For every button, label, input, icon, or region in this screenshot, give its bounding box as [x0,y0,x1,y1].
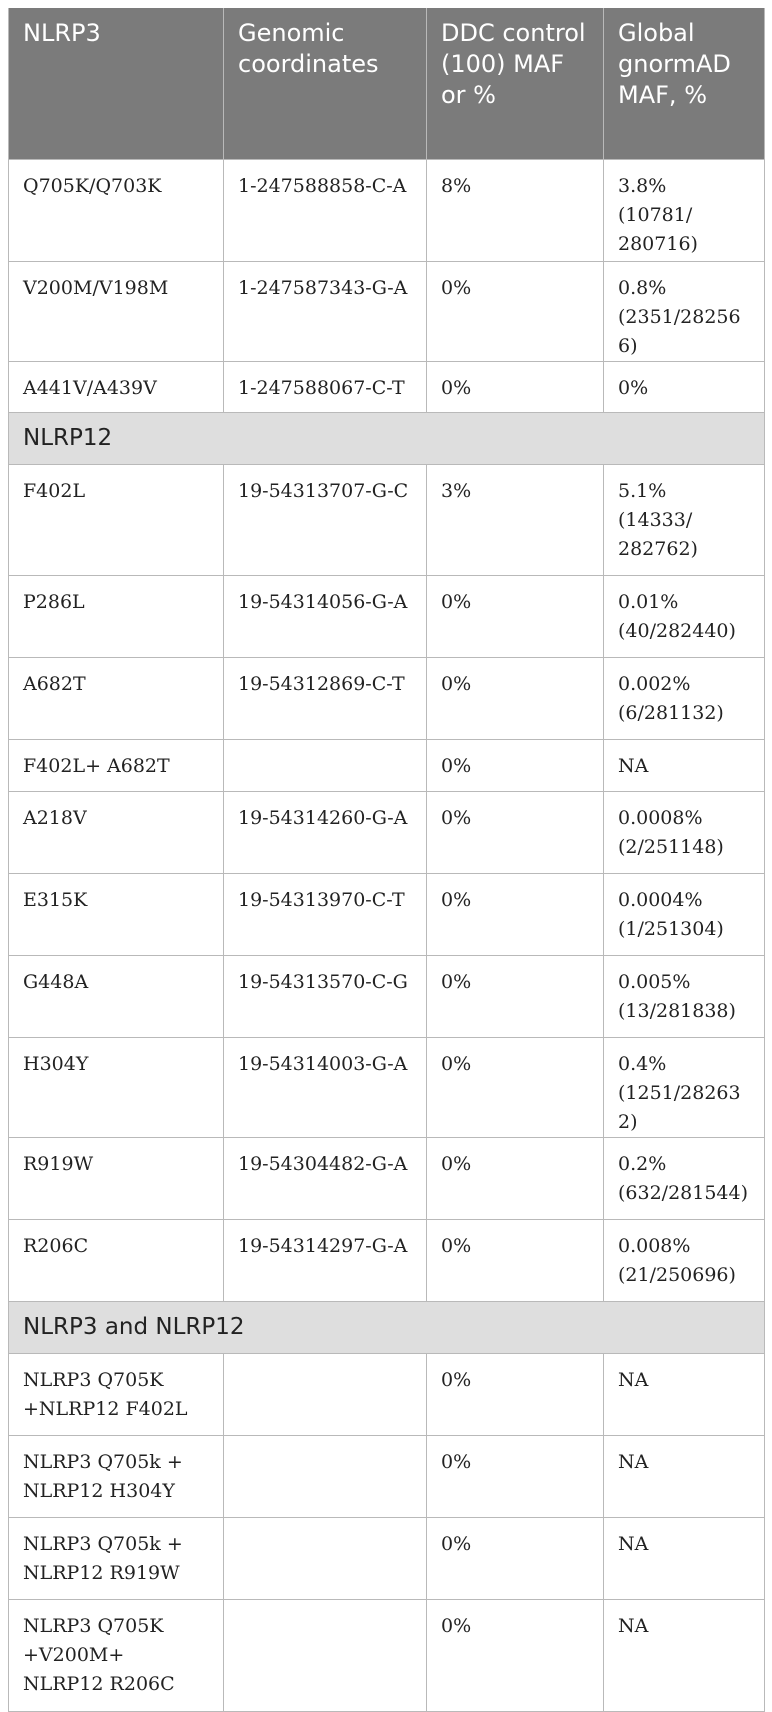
gnomad-cell: NA [604,1435,765,1517]
table-row [9,159,765,261]
ddc-cell: 0% [427,657,604,739]
table-row [9,1037,765,1137]
coords-cell: 19-54314003-G-A [224,1037,427,1137]
ddc-cell: 0% [427,575,604,657]
table-row [9,1353,765,1435]
variant-cell: NLRP3 Q705K +V200M+ NLRP12 R206C [9,1599,224,1711]
header-nlrp3: NLRP3 [9,8,224,159]
variant-cell: H304Y [9,1037,224,1137]
ddc-cell: 0% [427,361,604,412]
section-title: NLRP12 [9,412,765,464]
ddc-cell: 0% [427,1353,604,1435]
variant-cell: R919W [9,1137,224,1219]
coords-cell: 19-54314297-G-A [224,1219,427,1301]
ddc-cell: 0% [427,791,604,873]
coords-cell: 19-54313707-G-C [224,464,427,575]
ddc-cell: 0% [427,1037,604,1137]
ddc-cell: 0% [427,1435,604,1517]
table-row [9,1599,765,1711]
ddc-cell: 0% [427,1517,604,1599]
coords-cell [224,1435,427,1517]
variant-cell: G448A [9,955,224,1037]
coords-cell: 19-54304482-G-A [224,1137,427,1219]
ddc-cell: 0% [427,261,604,361]
table-header [9,8,765,159]
coords-cell: 19-54314260-G-A [224,791,427,873]
ddc-cell: 0% [427,1219,604,1301]
ddc-cell: 0% [427,873,604,955]
header-row [9,8,765,159]
gnomad-cell: 0.008% (21/250696) [604,1219,765,1301]
table-row [9,657,765,739]
ddc-cell: 0% [427,1137,604,1219]
table-row [9,873,765,955]
gnomad-cell: NA [604,739,765,791]
table-row [9,464,765,575]
variant-cell: F402L [9,464,224,575]
ddc-cell: 0% [427,1599,604,1711]
table-row [9,575,765,657]
ddc-cell: 8% [427,159,604,261]
variants-table [8,8,765,1712]
variant-cell: R206C [9,1219,224,1301]
variant-cell: A682T [9,657,224,739]
gnomad-cell: 0.4% (1251/282632) [604,1037,765,1137]
variant-cell: NLRP3 Q705k + NLRP12 R919W [9,1517,224,1599]
section-title: NLRP3 and NLRP12 [9,1301,765,1353]
coords-cell: 1-247588858-C-A [224,159,427,261]
coords-cell: 1-247587343-G-A [224,261,427,361]
header-global-gnomad: Global gnormAD MAF, % [604,8,765,159]
table-row [9,361,765,412]
ddc-cell: 0% [427,955,604,1037]
table-row [9,955,765,1037]
table-row [9,1435,765,1517]
table-row [9,739,765,791]
variant-cell: V200M/V198M [9,261,224,361]
section-row-nlrp12 [9,412,765,464]
coords-cell [224,739,427,791]
variant-cell: Q705K/Q703K [9,159,224,261]
section-row-nlrp3-and-nlrp12 [9,1301,765,1353]
table-row [9,1219,765,1301]
gnomad-cell: NA [604,1599,765,1711]
gnomad-cell: 0.2% (632/281544) [604,1137,765,1219]
gnomad-cell: NA [604,1353,765,1435]
variant-cell: A441V/A439V [9,361,224,412]
gnomad-cell: 0% [604,361,765,412]
gnomad-cell: 0.01% (40/282440) [604,575,765,657]
table-row [9,1137,765,1219]
gnomad-cell: 0.0008% (2/251148) [604,791,765,873]
ddc-cell: 0% [427,739,604,791]
header-ddc-control: DDC control (100) MAF or % [427,8,604,159]
gnomad-cell: 5.1% (14333/ 282762) [604,464,765,575]
gnomad-cell: 0.005% (13/281838) [604,955,765,1037]
coords-cell [224,1353,427,1435]
coords-cell: 1-247588067-C-T [224,361,427,412]
variant-cell: F402L+ A682T [9,739,224,791]
coords-cell: 19-54314056-G-A [224,575,427,657]
coords-cell: 19-54312869-C-T [224,657,427,739]
coords-cell [224,1517,427,1599]
coords-cell [224,1599,427,1711]
variant-cell: NLRP3 Q705k + NLRP12 H304Y [9,1435,224,1517]
table-row [9,791,765,873]
table-row [9,261,765,361]
coords-cell: 19-54313970-C-T [224,873,427,955]
variant-cell: NLRP3 Q705K +NLRP12 F402L [9,1353,224,1435]
variant-cell: P286L [9,575,224,657]
variant-cell: E315K [9,873,224,955]
table-row [9,1517,765,1599]
gnomad-cell: NA [604,1517,765,1599]
coords-cell: 19-54313570-C-G [224,955,427,1037]
gnomad-cell: 0.0004% (1/251304) [604,873,765,955]
gnomad-cell: 0.8% (2351/282566) [604,261,765,361]
gnomad-cell: 0.002% (6/281132) [604,657,765,739]
ddc-cell: 3% [427,464,604,575]
gnomad-cell: 3.8% (10781/ 280716) [604,159,765,261]
table-body [9,159,765,1711]
variant-cell: A218V [9,791,224,873]
header-genomic-coordinates: Genomic coordinates [224,8,427,159]
